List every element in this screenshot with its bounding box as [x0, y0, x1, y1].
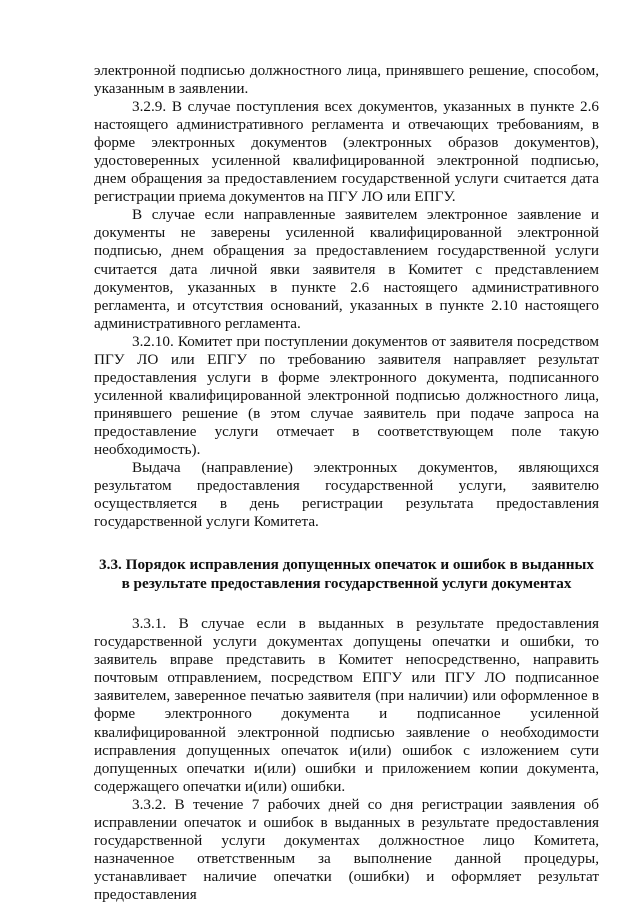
- section-heading-3-3: 3.3. Порядок исправления допущенных опечаток и ошибок в выданных в результате предоставления государственной услуги документах: [99, 556, 594, 593]
- paragraph-continuation: электронной подписью должностного лица, принявшего решение, способом, указанным в заявлении.: [94, 62, 599, 98]
- document-body: [94, 62, 599, 904]
- paragraph-3-3-2: 3.3.2. В течение 7 рабочих дней со дня регистрации заявления об исправлении опечаток и ошибок в выданных в результате предоставления государственной услуги документах должностное лицо Комитета, назначенное ответственным за выполнение данной процедуры, устанавливает наличие опечатки (ошибки) и оформляет результат предоставления: [94, 795, 599, 903]
- paragraph-3-2-10: 3.2.10. Комитет при поступлении документов от заявителя посредством ПГУ ЛО или ЕПГУ по требованию заявителя направляет результат предоставления услуги в форме электронного документа, подписанного усиленной квалифицированной электронной подписью должностного лица, принявшего решение (в этом случае заявитель при подаче запроса на предоставление услуги отмечает в соответствующем поле такую необходимость).: [94, 332, 599, 458]
- paragraph-3-2-9: 3.2.9. В случае поступления всех документов, указанных в пункте 2.6 настоящего административного регламента и отвечающих требованиям, в форме электронных документов (электронных образов документов), удостоверенных усиленной квалифицированной электронной подписью, днем обращения за предоставлением государственной услуги считается дата регистрации приема документов на ПГУ ЛО или ЕПГУ.: [94, 98, 599, 206]
- paragraph-result-delivery: Выдача (направление) электронных документов, являющихся результатом предоставления государственной услуги, заявителю осуществляется в день регистрации результата предоставления государственной услуги Комитета.: [94, 459, 599, 531]
- paragraph-unsigned-documents: В случае если направленные заявителем электронное заявление и документы не заверены усиленной квалифицированной электронной подписью, днем обращения за предоставлением государственной услуги считается дата личной явки заявителя в Комитет с представлением документов, указанных в пункте 2.6 настоящего административного регламента, и отсутствия оснований, указанных в пункте 2.10 настоящего административного регламента.: [94, 206, 599, 332]
- paragraph-3-3-1: 3.3.1. В случае если в выданных в результате предоставления государственной услуги документах допущены опечатки и ошибки, то заявитель вправе представить в Комитет непосредственно, направить почтовым отправлением, посредством ЕПГУ или ПГУ ЛО подписанное заявителем, заверенное печатью заявителя (при наличии) или оформленное в форме электронного документа и подписанное усиленной квалифицированной электронной подписью заявление о необходимости исправления допущенных опечаток и(или) ошибок с изложением сути допущенных опечатки и(или) ошибки и приложением копии документа, содержащего опечатки и(или) ошибки.: [94, 615, 599, 795]
